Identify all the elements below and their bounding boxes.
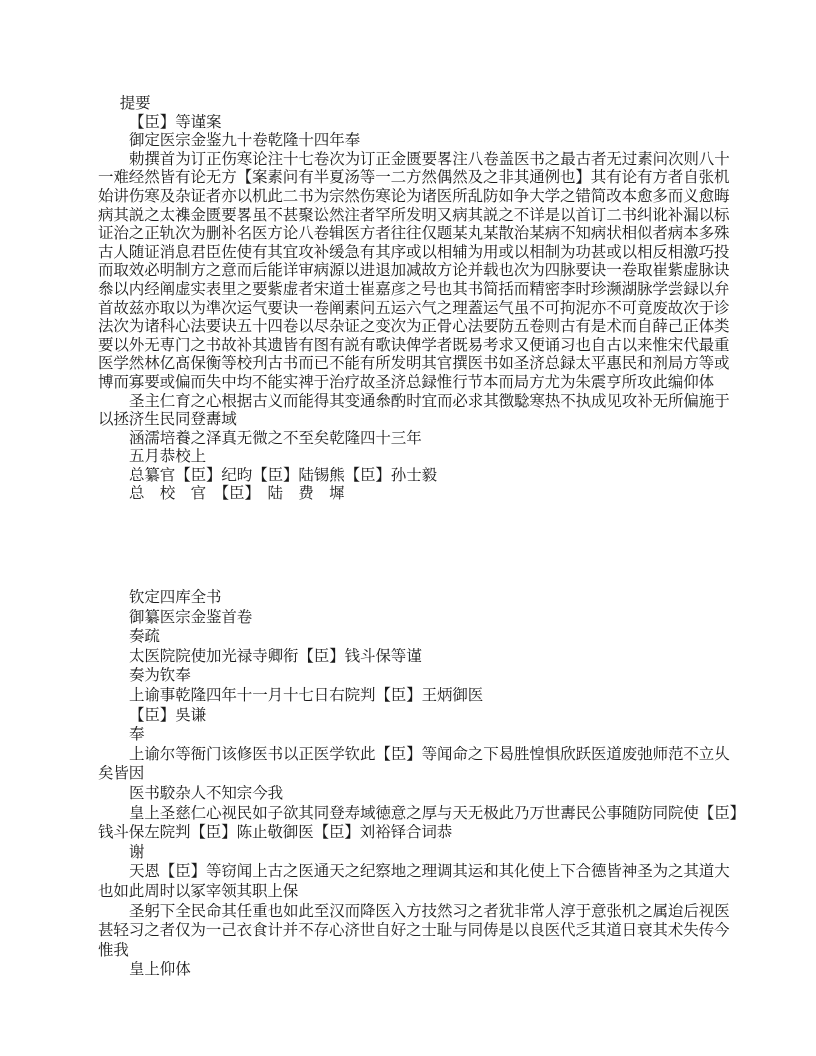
text-line: 圣躬下全民命其任重也如此至汉而降医入方技然习之者犹非常人淳于意张机之属迨后视医 — [129, 902, 730, 920]
text-line: 医书駮杂人不知宗今我 — [129, 784, 284, 802]
text-line: 首故兹亦取以为凖次运气要诀一卷阐素问五运六气之理蓋运气虽不可拘泥亦不可竟废故次于诊 — [98, 299, 730, 317]
text-line: 太医院院使加光禄寺卿衔【臣】钱斗保等谨 — [129, 647, 422, 665]
text-line: 而取效必明制方之意而后能详审病源以进退加减故方论并载也次为四脉要诀一卷取崔紫虚脉诀 — [98, 262, 730, 280]
text-line: 古人随证消息君臣佐使有其宜攻补缓急有其序或以相辅为用或以相制为功甚或以相反相激巧投 — [98, 243, 730, 261]
text-line: 【臣】等谨案 — [129, 113, 222, 131]
text-line: 天恩【臣】等窃闻上古之医通天之纪察地之理调其运和其化使上下合德皆神圣为之其道大 — [129, 863, 730, 881]
text-line: 叅以内经阐虚实表里之要紫虚者宋道士崔嘉彦之号也其书简括而精密李时珍濒湖脉学尝録以弁 — [98, 280, 730, 298]
text-line: 博而寡要或偏而失中均不能实禆于治疗故圣济总録惟行节本而局方尤为朱震亨所攻此编仰体 — [98, 373, 715, 391]
text-line: 谢 — [129, 843, 145, 861]
text-line: 奉 — [129, 726, 145, 744]
text-line: 【臣】吳谦 — [129, 706, 207, 724]
text-line: 涵濡培養之泽真无微之不至矣乾隆四十三年 — [129, 429, 422, 447]
text-line: 御定医宗金鉴九十卷乾隆十四年奉 — [129, 132, 361, 150]
text-line: 钦定四库全书 — [129, 589, 222, 606]
text-line: 圣主仁育之心根据古义而能得其变通叅酌时宜而必求其徴騐寒热不执成见攻补无所偏施于 — [129, 392, 730, 410]
text-line: 御纂医宗金鉴首卷 — [129, 608, 253, 626]
text-line: 五月恭校上 — [129, 448, 207, 466]
text-line: 法次为诸科心法要诀五十四卷以尽杂证之变次为正骨心法要防五卷则古有是术而自薛己正体类 — [98, 318, 730, 336]
text-line: 病其説之太襍金匮要畧虽不甚聚讼然注者罕所发明又病其説之不详是以首订二书纠讹补漏以标 — [98, 206, 730, 224]
text-line: 皇上圣慈仁心视民如子欲其同登寿域徳意之厚与天无极此乃万世夀民公事随防同院使【臣】 — [129, 804, 746, 822]
tiyao-section — [98, 95, 730, 504]
text-line: 也如此周时以冢宰领其职上保 — [98, 882, 299, 900]
text-line: 甚轻习之者仅为一己衣食计并不存心济世自好之士耻与同俦是以良医代乏其道日衰其术失传今 — [98, 922, 730, 940]
text-line: 钱斗保左院判【臣】陈止敬御医【臣】刘裕铎合词恭 — [98, 824, 453, 842]
text-line: 皇上仰体 — [129, 961, 191, 979]
text-line: 勅撰首为订正伤寒论注十七卷次为订正金匮要畧注八卷盖医书之最古者无过素问次则八十 — [129, 150, 730, 168]
text-line: 矣皆因 — [98, 765, 145, 783]
text-line: 总纂官【臣】纪昀【臣】陆锡熊【臣】孙士毅 — [129, 466, 438, 484]
text-line: 以拯济生民同登夀域 — [98, 411, 237, 429]
text-line: 证治之正轨次为删补名医方论八卷辑医方者往往仅题某丸某散治某病不知病状相似者病本多殊 — [98, 225, 730, 243]
text-line: 奏为钦奉 — [129, 667, 191, 685]
text-line: 奏疏 — [129, 628, 160, 646]
text-line: 要以外无専门之书故补其遗皆有图有説有歌诀俾学者既易考求又便诵习也自古以来惟宋代最重 — [98, 336, 730, 354]
zoushu-section — [98, 588, 746, 980]
text-line: 上谕尔等衙门该修医书以正医学钦此【臣】等闻命之下曷胜惶惧欣跃医道废弛师范不立乆 — [129, 745, 730, 763]
text-line: 上谕事乾隆四年十一月十七日右院判【臣】王炳御医 — [129, 686, 484, 704]
text-line: 提要 — [119, 95, 151, 112]
text-line: 惟我 — [98, 941, 129, 959]
text-line: 总 校 官 【臣】 陆 费 墀 — [129, 485, 345, 503]
text-line: 医学然林亿髙保衡等校刋古书而已不能有所发明其官撰医书如圣济总録太平惠民和剂局方等或 — [98, 355, 730, 373]
text-line: 始讲伤寒及杂证者亦以机此二书为宗然伤寒论为诸医所乱防如争大学之错简改本愈多而义愈晦 — [98, 187, 730, 205]
text-line: 一难经然皆有论无方【案素问有半夏汤等一二方然偶然及之非其通例也】其有论有方者自张机 — [98, 169, 730, 187]
